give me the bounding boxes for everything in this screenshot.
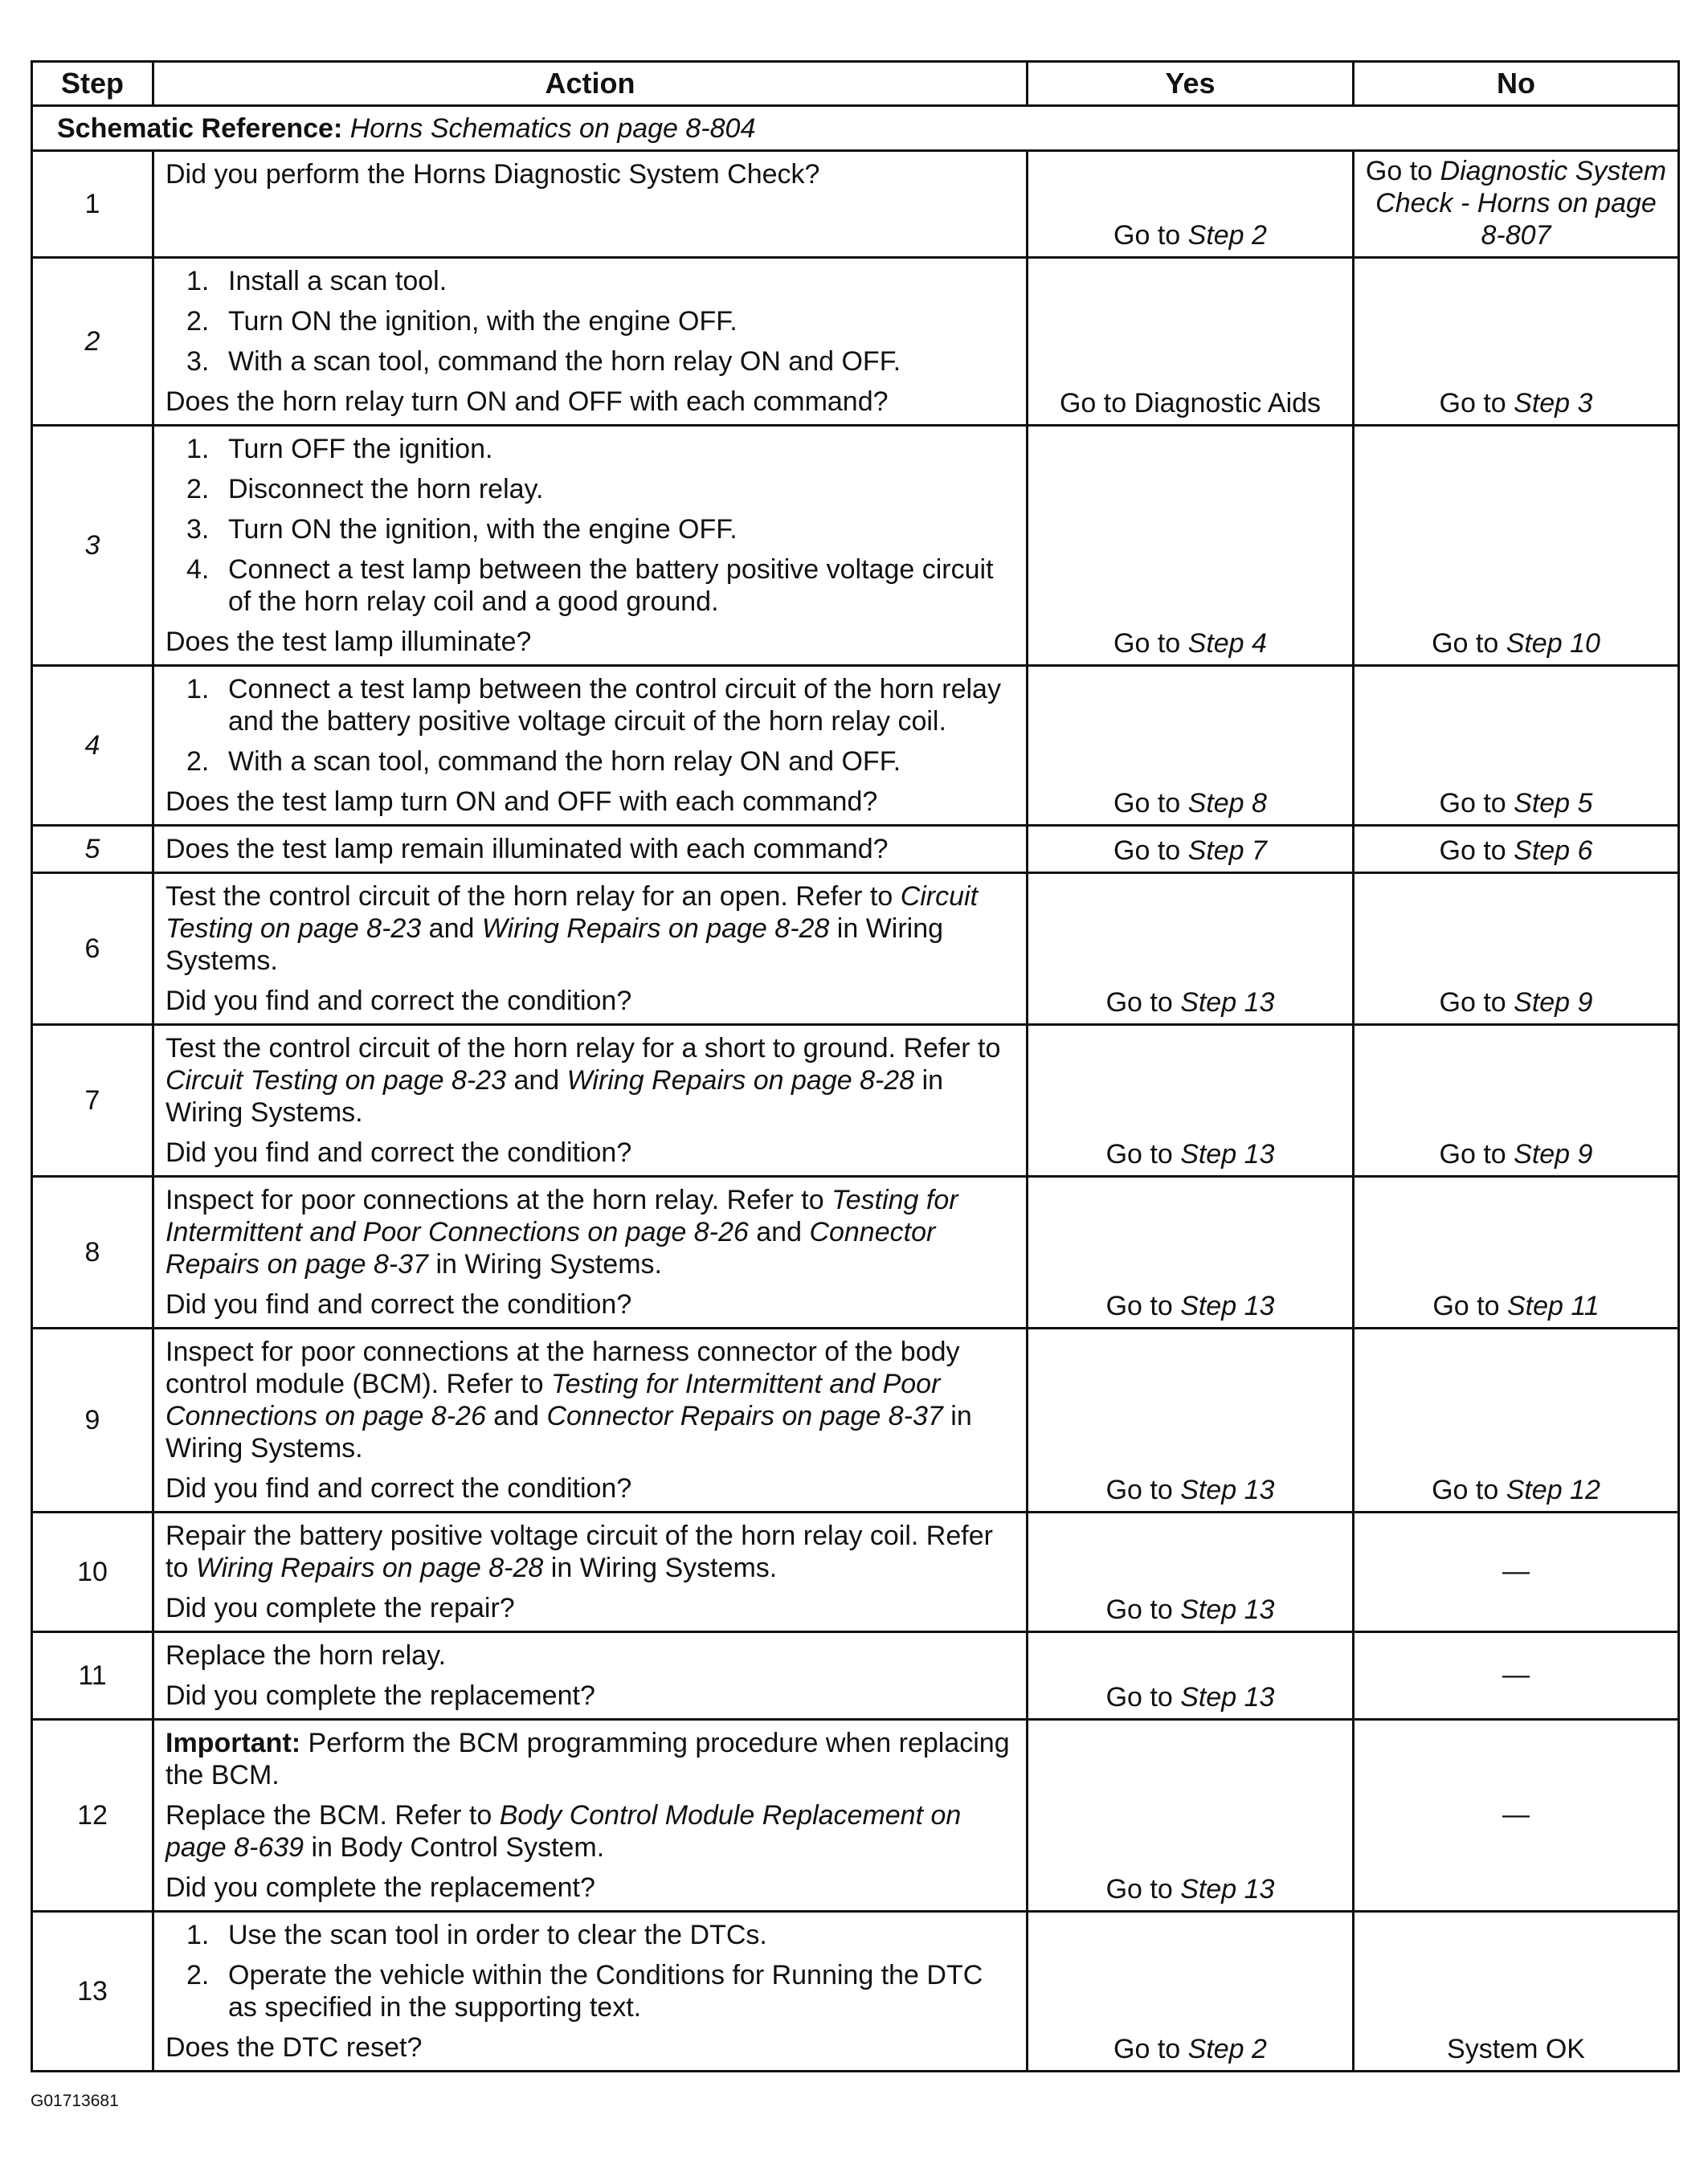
header-yes: Yes <box>1028 62 1354 106</box>
text-run: Inspect for poor connections at the horn relay. Refer to <box>165 1185 832 1215</box>
text-run: Go to <box>1105 1874 1181 1905</box>
no-cell <box>1354 1329 1679 1513</box>
action-cell <box>153 1720 1028 1912</box>
text-run: Go to <box>1365 156 1440 186</box>
substep-number: 4. <box>186 554 210 585</box>
action-cell <box>153 873 1028 1025</box>
yes-cell <box>1028 666 1354 826</box>
reference-link: Step 9 <box>1514 1139 1593 1170</box>
text-run: Go to <box>1432 628 1506 659</box>
step-number: 2 <box>32 258 153 426</box>
text-run: in Wiring Systems. <box>165 913 944 976</box>
reference-link: Testing for Intermittent and Poor Connections on page 8-26 <box>165 1185 958 1247</box>
action-paragraph <box>165 786 1015 818</box>
table-row <box>32 1912 1679 2072</box>
substep-item <box>165 553 1015 618</box>
action-paragraph <box>165 880 1015 977</box>
text-run: Replace the horn relay. <box>165 1640 447 1671</box>
schematic-reference-row <box>32 106 1679 151</box>
text-run: Go to <box>1105 987 1181 1018</box>
action-paragraph <box>165 833 1015 865</box>
action-paragraph <box>165 1639 1015 1672</box>
step-number: 11 <box>32 1632 153 1720</box>
substep-number: 2. <box>186 1960 210 1990</box>
text-run: in Wiring Systems. <box>428 1249 662 1280</box>
text-run: Go to <box>1439 835 1514 866</box>
text-run: Install a scan tool. <box>228 266 447 296</box>
text-run: Operate the vehicle within the Conditions for Running the DTC as specified in the supporting text. <box>228 1960 983 2023</box>
text-run: Go to <box>1113 220 1188 251</box>
yes-cell <box>1028 151 1354 258</box>
text-run: Go to <box>1439 388 1514 418</box>
substep-number: 2. <box>186 746 210 777</box>
text-run: With a scan tool, command the horn relay ON and OFF. <box>228 346 901 377</box>
text-run: Disconnect the horn relay. <box>228 474 544 504</box>
substep-list <box>165 433 1015 618</box>
substep-number: 2. <box>186 306 210 337</box>
reference-link: Step 9 <box>1514 987 1593 1018</box>
table-body <box>32 106 1679 2072</box>
substep-text <box>228 746 901 777</box>
text-run: — <box>1502 1556 1530 1586</box>
action-paragraph <box>165 1680 1015 1712</box>
yes-cell <box>1028 1025 1354 1177</box>
reference-link: Step 10 <box>1506 628 1600 659</box>
action-paragraph <box>165 1799 1015 1864</box>
text-run: Perform the BCM programming procedure when replacing the BCM. <box>165 1728 1010 1790</box>
table-row <box>32 873 1679 1025</box>
action-cell <box>153 1177 1028 1329</box>
table-row <box>32 1025 1679 1177</box>
action-paragraph <box>165 158 1015 190</box>
reference-link: Step 13 <box>1180 1291 1275 1321</box>
text-run: in Wiring Systems. <box>543 1553 778 1583</box>
no-cell <box>1354 426 1679 666</box>
reference-link: Circuit Testing on page 8-23 <box>165 1065 507 1096</box>
emphasis-text: Important: <box>165 1728 301 1758</box>
action-paragraph <box>165 1520 1015 1584</box>
reference-link: Step 13 <box>1180 987 1275 1018</box>
header-row <box>32 62 1679 106</box>
action-paragraph <box>165 1032 1015 1129</box>
header-action: Action <box>153 62 1028 106</box>
reference-link: Body Control Module Replacement on page 8-639 <box>165 1800 962 1863</box>
substep-number: 3. <box>186 346 210 377</box>
reference-link: Diagnostic System Check - Horns on page 8-807 <box>1375 156 1667 251</box>
action-cell <box>153 1912 1028 2072</box>
substep-text <box>228 474 543 504</box>
substep-list <box>165 673 1015 778</box>
substep-item <box>165 433 1015 465</box>
substep-item <box>165 265 1015 297</box>
no-cell <box>1354 826 1679 873</box>
no-cell <box>1354 1632 1679 1720</box>
substep-item <box>165 513 1015 545</box>
header-step: Step <box>32 62 153 106</box>
text-run: Does the DTC reset? <box>165 2032 423 2063</box>
text-run: Repair the battery positive voltage circuit of the horn relay coil. Refer to <box>165 1521 993 1583</box>
substep-text <box>228 514 738 545</box>
yes-cell <box>1028 258 1354 426</box>
text-run: Does the horn relay turn ON and OFF with each command? <box>165 386 889 417</box>
reference-link: Step 13 <box>1180 1682 1275 1713</box>
reference-link: Wiring Repairs on page 8-28 <box>481 913 830 944</box>
text-run: and <box>506 1065 567 1096</box>
text-run: Go to <box>1113 788 1188 819</box>
reference-link: Step 11 <box>1506 1291 1600 1321</box>
table-row <box>32 1177 1679 1329</box>
reference-link: Step 3 <box>1514 388 1593 418</box>
table-row <box>32 1329 1679 1513</box>
text-run: in Wiring Systems. <box>165 1065 944 1128</box>
substep-text <box>228 346 901 377</box>
step-number: 6 <box>32 873 153 1025</box>
action-paragraph <box>165 1288 1015 1321</box>
table-header <box>32 62 1679 106</box>
yes-cell <box>1028 1632 1354 1720</box>
yes-cell <box>1028 1329 1354 1513</box>
action-cell <box>153 1513 1028 1632</box>
text-run: Go to <box>1113 2034 1188 2064</box>
text-run: Did you perform the Horns Diagnostic System Check? <box>165 159 820 190</box>
substep-item <box>165 305 1015 337</box>
yes-cell <box>1028 873 1354 1025</box>
text-run: Did you find and correct the condition? <box>165 1473 632 1504</box>
action-cell <box>153 1632 1028 1720</box>
step-number: 13 <box>32 1912 153 2072</box>
text-run: Test the control circuit of the horn relay for a short to ground. Refer to <box>165 1033 1001 1064</box>
no-cell <box>1354 873 1679 1025</box>
no-cell <box>1354 151 1679 258</box>
reference-link: Wiring Repairs on page 8-28 <box>195 1553 544 1583</box>
table-row <box>32 426 1679 666</box>
substep-number: 1. <box>186 266 210 296</box>
text-run: — <box>1502 1799 1530 1830</box>
yes-cell <box>1028 826 1354 873</box>
text-run: Connect a test lamp between the control circuit of the horn relay and the battery positive voltage circuit of the horn relay coil. <box>228 674 1001 737</box>
yes-cell <box>1028 1720 1354 1912</box>
substep-item <box>165 345 1015 378</box>
text-run: Go to <box>1113 835 1188 866</box>
text-run: Did you find and correct the condition? <box>165 986 632 1016</box>
substep-list <box>165 1919 1015 2023</box>
table-row <box>32 826 1679 873</box>
text-run: Did you find and correct the condition? <box>165 1137 632 1168</box>
schematic-reference-label: Schematic Reference: <box>57 112 343 144</box>
action-paragraph <box>165 1872 1015 1904</box>
substep-text <box>228 1920 767 1950</box>
step-number: 7 <box>32 1025 153 1177</box>
substep-list <box>165 265 1015 378</box>
text-run: and <box>748 1217 810 1247</box>
text-run: Does the test lamp illuminate? <box>165 627 532 657</box>
reference-link: Step 2 <box>1187 220 1267 251</box>
text-run: Go to <box>1105 1594 1181 1625</box>
action-cell <box>153 826 1028 873</box>
step-number: 1 <box>32 151 153 258</box>
table-row <box>32 1632 1679 1720</box>
action-paragraph <box>165 1336 1015 1464</box>
text-run: Go to <box>1105 1475 1181 1505</box>
no-cell <box>1354 1025 1679 1177</box>
schematic-reference-link: Horns Schematics on page 8-804 <box>349 112 756 144</box>
table-row <box>32 151 1679 258</box>
text-run: Turn ON the ignition, with the engine OFF. <box>228 514 738 545</box>
no-cell <box>1354 1912 1679 2072</box>
reference-link: Step 4 <box>1187 628 1267 659</box>
reference-link: Step 8 <box>1187 788 1267 819</box>
substep-number: 3. <box>186 514 210 545</box>
action-cell <box>153 1025 1028 1177</box>
no-cell <box>1354 1177 1679 1329</box>
yes-cell <box>1028 426 1354 666</box>
action-paragraph <box>165 985 1015 1017</box>
text-run: Does the test lamp turn ON and OFF with each command? <box>165 786 878 817</box>
substep-item <box>165 1919 1015 1951</box>
substep-number: 2. <box>186 474 210 504</box>
schematic-reference-cell <box>32 106 1679 151</box>
text-run: Go to Diagnostic Aids <box>1059 388 1322 418</box>
text-run: Go to <box>1439 987 1514 1018</box>
text-run: Did you complete the replacement? <box>165 1680 595 1711</box>
step-number: 9 <box>32 1329 153 1513</box>
text-run: Go to <box>1105 1139 1181 1170</box>
step-number: 12 <box>32 1720 153 1912</box>
text-run: Turn OFF the ignition. <box>228 434 493 464</box>
action-paragraph <box>165 2031 1015 2064</box>
substep-text <box>228 674 1001 737</box>
reference-link: Step 13 <box>1180 1475 1275 1505</box>
substep-number: 1. <box>186 1920 210 1950</box>
table-row <box>32 258 1679 426</box>
action-paragraph <box>165 1472 1015 1505</box>
step-number: 8 <box>32 1177 153 1329</box>
text-run: Replace the BCM. Refer to <box>165 1800 500 1831</box>
substep-item <box>165 673 1015 737</box>
no-cell <box>1354 1513 1679 1632</box>
substep-item <box>165 745 1015 778</box>
diagnostic-table <box>31 60 1680 2072</box>
action-paragraph <box>165 386 1015 418</box>
reference-link: Step 7 <box>1187 835 1267 866</box>
text-run: Go to <box>1105 1682 1181 1713</box>
text-run: and <box>485 1401 547 1431</box>
text-run: Did you complete the repair? <box>165 1593 515 1623</box>
no-cell <box>1354 666 1679 826</box>
action-cell <box>153 151 1028 258</box>
yes-cell <box>1028 1177 1354 1329</box>
substep-text <box>228 306 738 337</box>
reference-link: Testing for Intermittent and Poor Connections on page 8-26 <box>165 1369 941 1431</box>
text-run: Turn ON the ignition, with the engine OFF. <box>228 306 738 337</box>
text-run: Go to <box>1439 1139 1514 1170</box>
figure-id: G01713681 <box>31 2092 119 2110</box>
step-number: 3 <box>32 426 153 666</box>
text-run: — <box>1502 1660 1530 1690</box>
substep-item <box>165 1959 1015 2023</box>
table-row <box>32 1720 1679 1912</box>
substep-text <box>228 434 492 464</box>
text-run: System OK <box>1447 2034 1585 2064</box>
step-number: 5 <box>32 826 153 873</box>
reference-link: Step 6 <box>1514 835 1593 866</box>
text-run: Did you complete the replacement? <box>165 1872 595 1903</box>
reference-link: Step 2 <box>1187 2034 1267 2064</box>
text-run: Test the control circuit of the horn relay for an open. Refer to <box>165 881 901 912</box>
text-run: in Wiring Systems. <box>165 1401 972 1464</box>
text-run: Connect a test lamp between the battery positive voltage circuit of the horn relay coil and a good ground. <box>228 554 994 617</box>
text-run: Does the test lamp remain illuminated with each command? <box>165 834 889 864</box>
text-run: Go to <box>1432 1475 1506 1505</box>
action-cell <box>153 666 1028 826</box>
reference-link: Circuit Testing on page 8-23 <box>165 881 979 944</box>
reference-link: Step 5 <box>1514 788 1593 819</box>
header-no: No <box>1354 62 1679 106</box>
yes-cell <box>1028 1513 1354 1632</box>
action-cell <box>153 426 1028 666</box>
yes-cell <box>1028 1912 1354 2072</box>
action-paragraph <box>165 1592 1015 1624</box>
action-paragraph <box>165 1727 1015 1791</box>
text-run: With a scan tool, command the horn relay ON and OFF. <box>228 746 901 777</box>
no-cell <box>1354 258 1679 426</box>
text-run: Go to <box>1113 628 1188 659</box>
text-run: Go to <box>1439 788 1514 819</box>
reference-link: Step 13 <box>1180 1139 1275 1170</box>
action-cell <box>153 1329 1028 1513</box>
reference-link: Step 13 <box>1180 1874 1275 1905</box>
text-run: Inspect for poor connections at the harness connector of the body control module (BCM). Refer to <box>165 1337 960 1399</box>
action-paragraph <box>165 1137 1015 1169</box>
action-paragraph <box>165 626 1015 658</box>
reference-link: Wiring Repairs on page 8-28 <box>566 1065 915 1096</box>
text-run: in Body Control System. <box>304 1832 605 1863</box>
substep-item <box>165 473 1015 505</box>
step-number: 10 <box>32 1513 153 1632</box>
substep-text <box>228 554 994 617</box>
substep-text <box>228 1960 983 2023</box>
text-run: Did you find and correct the condition? <box>165 1289 632 1320</box>
substep-number: 1. <box>186 674 210 704</box>
reference-link: Step 12 <box>1506 1475 1600 1505</box>
substep-text <box>228 266 447 296</box>
text-run: Go to <box>1432 1291 1507 1321</box>
text-run: Use the scan tool in order to clear the DTCs. <box>228 1920 767 1950</box>
text-run: and <box>421 913 482 944</box>
table-row <box>32 1513 1679 1632</box>
table-row <box>32 666 1679 826</box>
no-cell <box>1354 1720 1679 1912</box>
step-number: 4 <box>32 666 153 826</box>
reference-link: Step 13 <box>1180 1594 1275 1625</box>
reference-link: Connector Repairs on page 8-37 <box>165 1217 936 1280</box>
substep-number: 1. <box>186 434 210 464</box>
action-paragraph <box>165 1184 1015 1280</box>
text-run: Go to <box>1105 1291 1181 1321</box>
action-cell <box>153 258 1028 426</box>
reference-link: Connector Repairs on page 8-37 <box>546 1401 943 1431</box>
